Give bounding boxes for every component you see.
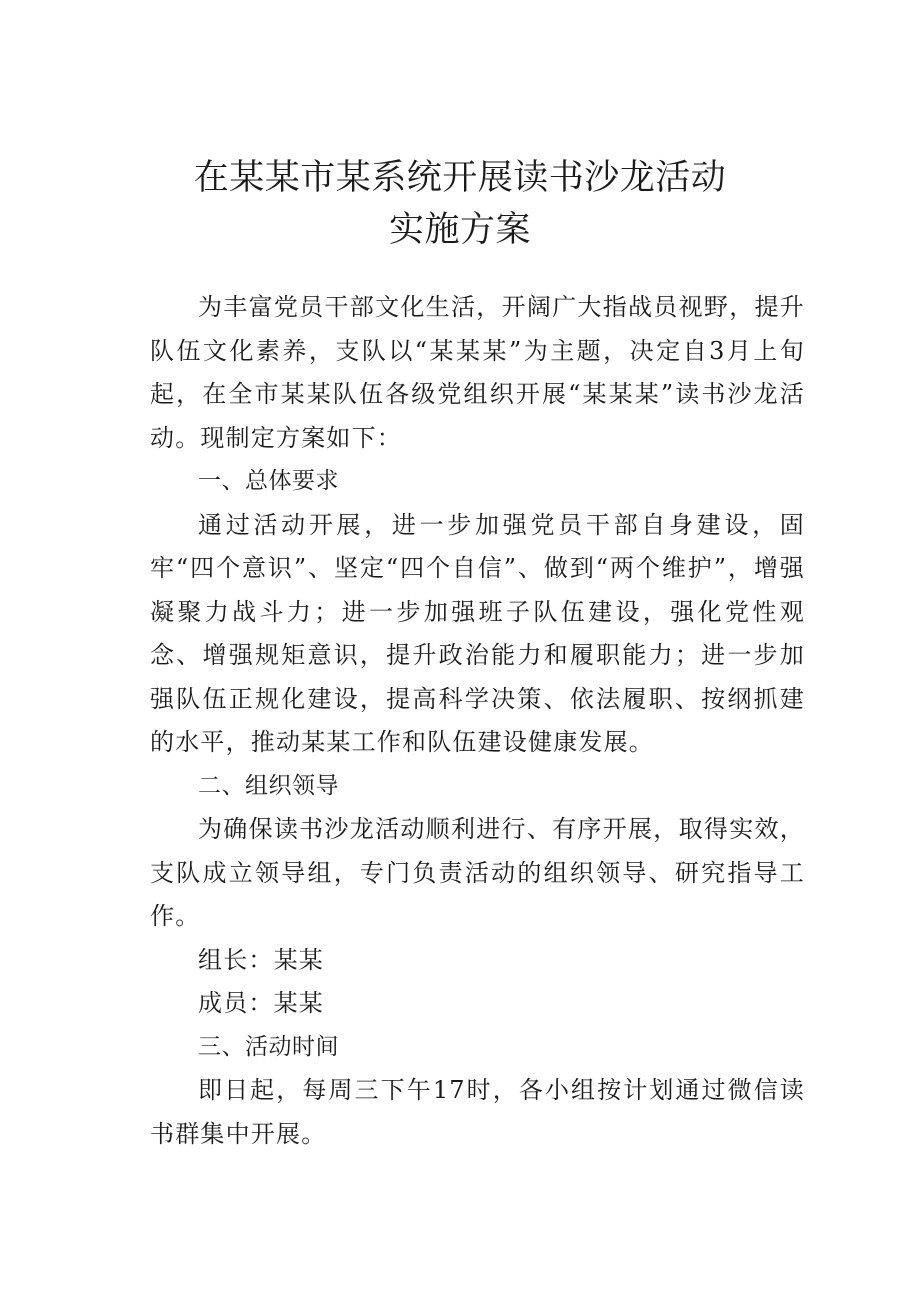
intro-paragraph: 为丰富党员干部文化生活，开阔广大指战员视野，提升队伍文化素养，支队以“某某某”为主题，决定自3月上旬起，在全市某某队伍各级党组织开展“某某某”读书沙龙活动。现制定方案如下： xyxy=(150,293,805,452)
document-body xyxy=(150,286,805,1156)
document-title xyxy=(0,152,920,256)
section-paragraph-activity-time: 即日起，每周三下午17时，各小组按计划通过微信读书群集中开展。 xyxy=(150,1076,805,1148)
section-heading-organization: 二、组织领导 xyxy=(198,772,339,799)
members-line: 成员：某某 xyxy=(198,989,324,1017)
section-heading-activity-time: 三、活动时间 xyxy=(198,1033,339,1060)
leader-line: 组长：某某 xyxy=(198,945,324,974)
section-heading-general-requirements: 一、总体要求 xyxy=(198,468,339,494)
title-line-2: 实施方案 xyxy=(388,210,531,250)
title-line-1: 在某某市某系统开展读书沙龙活动 xyxy=(193,158,727,198)
section-paragraph-general-requirements: 通过活动开展，进一步加强党员干部自身建设，固牢“四个意识”、坚定“四个自信”、做到“两个维护”，增强凝聚力战斗力；进一步加强班子队伍建设，强化党性观念、增强规矩意识，提升政治能力和履职能力；进一步加强队伍正规化建设，提高科学决策、依法履职、按纲抓建的水平，推动某某工作和队伍建设健康发展。 xyxy=(150,510,805,756)
section-paragraph-organization: 为确保读书沙龙活动顺利进行、有序开展，取得实效，支队成立领导组，专门负责活动的组织领导、研究指导工作。 xyxy=(150,815,805,930)
